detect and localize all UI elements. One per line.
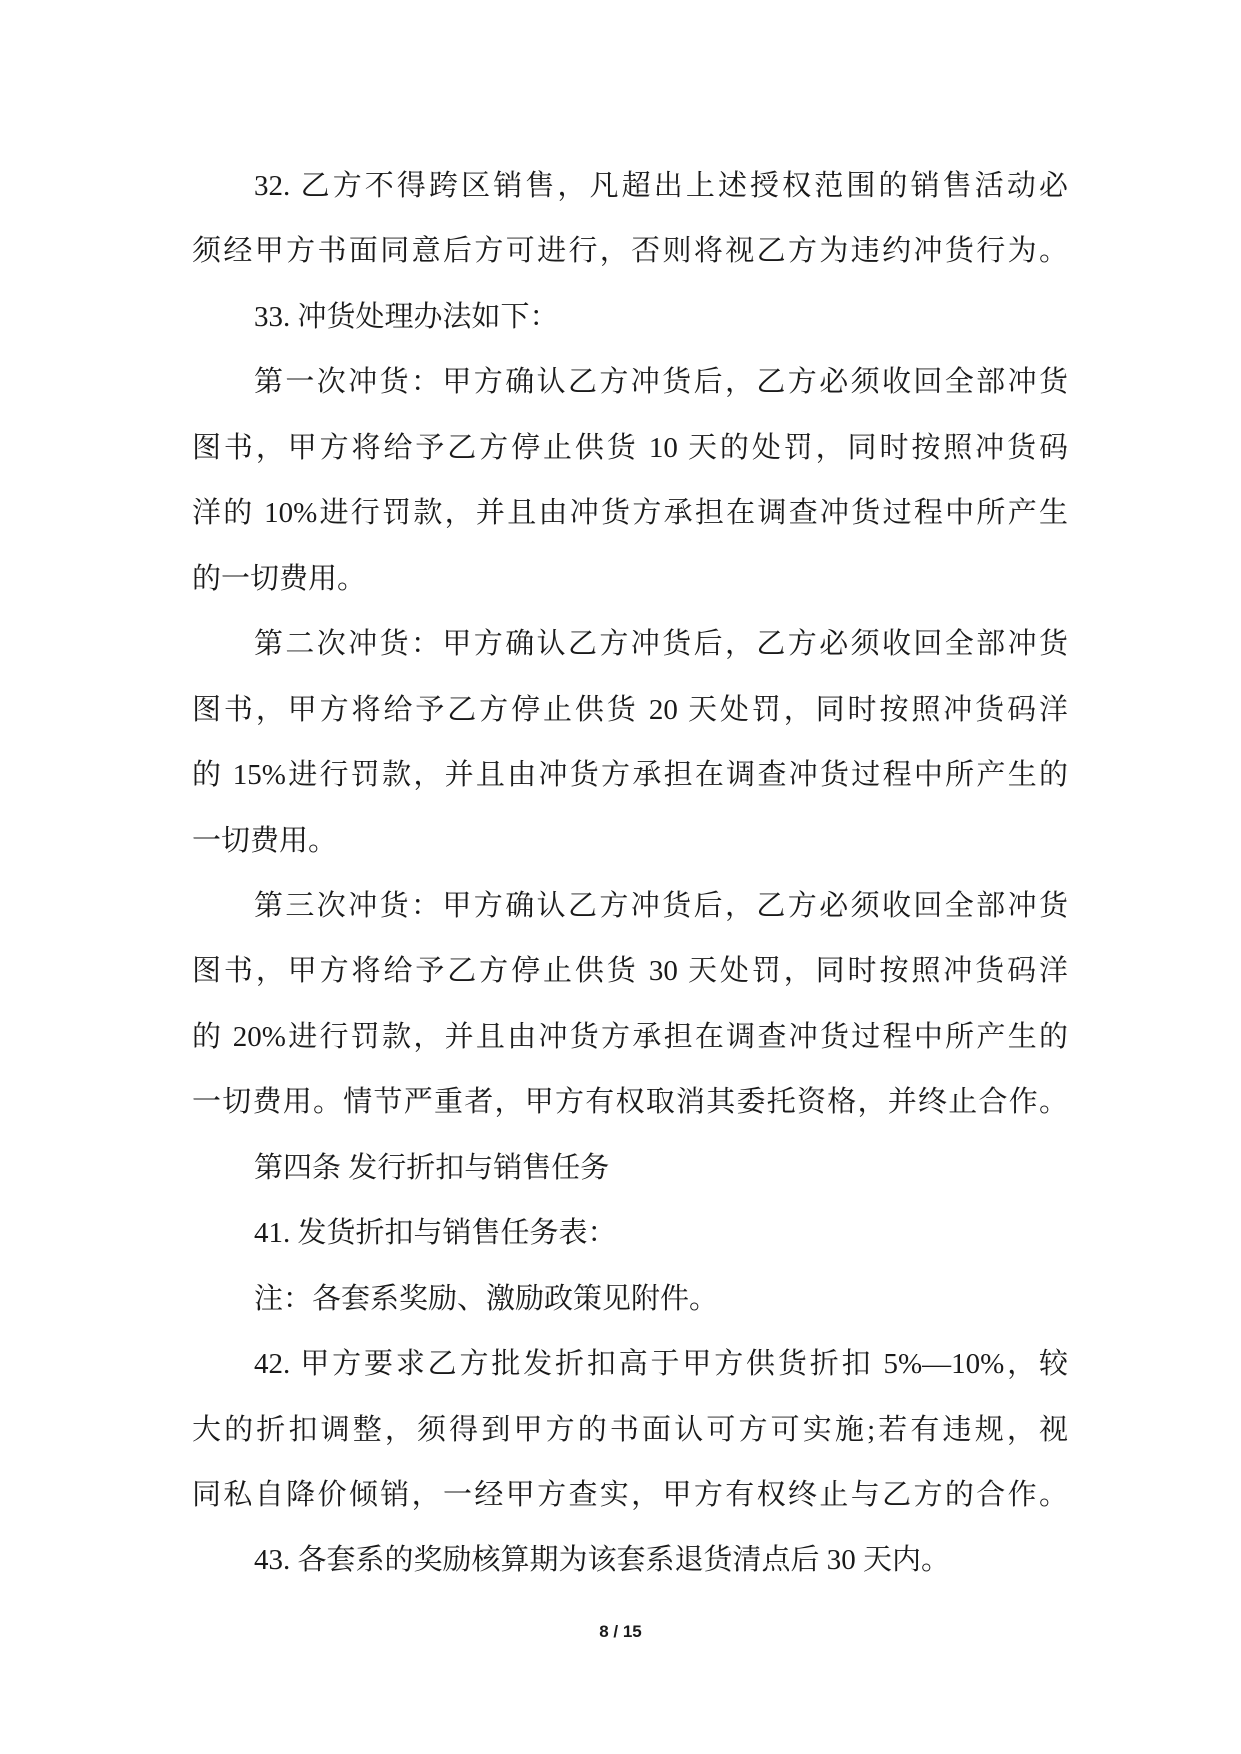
text-line: 一切费用。 — [192, 825, 338, 857]
section-heading-text: 第四条 发行折扣与销售任务 — [254, 1152, 610, 1184]
text-line: 32. 乙方不得跨区销售，凡超出上述授权范围的销售活动必 — [254, 170, 1068, 202]
text-line: 大的折扣调整，须得到甲方的书面认可方可实施;若有违规，视 — [192, 1414, 1068, 1446]
text-line: 须经甲方书面同意后方可进行，否则将视乙方为违约冲货行为。 — [192, 235, 1068, 267]
text-line: 图书，甲方将给予乙方停止供货 30 天处罚，同时按照冲货码洋 — [192, 955, 1068, 987]
text-line: 第一次冲货：甲方确认乙方冲货后，乙方必须收回全部冲货 — [254, 366, 1068, 398]
page-number: 8 / 15 — [599, 1622, 642, 1641]
text-line: 洋的 10%进行罚款，并且由冲货方承担在调查冲货过程中所产生 — [192, 497, 1068, 529]
text-line: 33. 冲货处理办法如下： — [254, 301, 559, 333]
text-line: 的 20%进行罚款，并且由冲货方承担在调查冲货过程中所产生的 — [192, 1021, 1068, 1053]
text-line: 的一切费用。 — [192, 563, 367, 595]
text-line: 图书，甲方将给予乙方停止供货 10 天的处罚，同时按照冲货码 — [192, 432, 1068, 464]
text-line: 一切费用。情节严重者，甲方有权取消其委托资格，并终止合作。 — [192, 1086, 1068, 1118]
text-line: 43. 各套系的奖励核算期为该套系退货清点后 30 天内。 — [254, 1544, 951, 1576]
text-line: 42. 甲方要求乙方批发折扣高于甲方供货折扣 5%—10%，较 — [254, 1348, 1068, 1380]
text-line: 同私自降价倾销，一经甲方查实，甲方有权终止与乙方的合作。 — [192, 1479, 1068, 1511]
text-line: 的 15%进行罚款，并且由冲货方承担在调查冲货过程中所产生的 — [192, 759, 1068, 791]
text-line: 第二次冲货：甲方确认乙方冲货后，乙方必须收回全部冲货 — [254, 628, 1068, 660]
text-line: 图书，甲方将给予乙方停止供货 20 天处罚，同时按照冲货码洋 — [192, 694, 1068, 726]
text-line: 41. 发货折扣与销售任务表： — [254, 1217, 617, 1249]
text-line: 注：各套系奖励、激励政策见附件。 — [254, 1283, 719, 1315]
text-line: 第三次冲货：甲方确认乙方冲货后，乙方必须收回全部冲货 — [254, 890, 1068, 922]
